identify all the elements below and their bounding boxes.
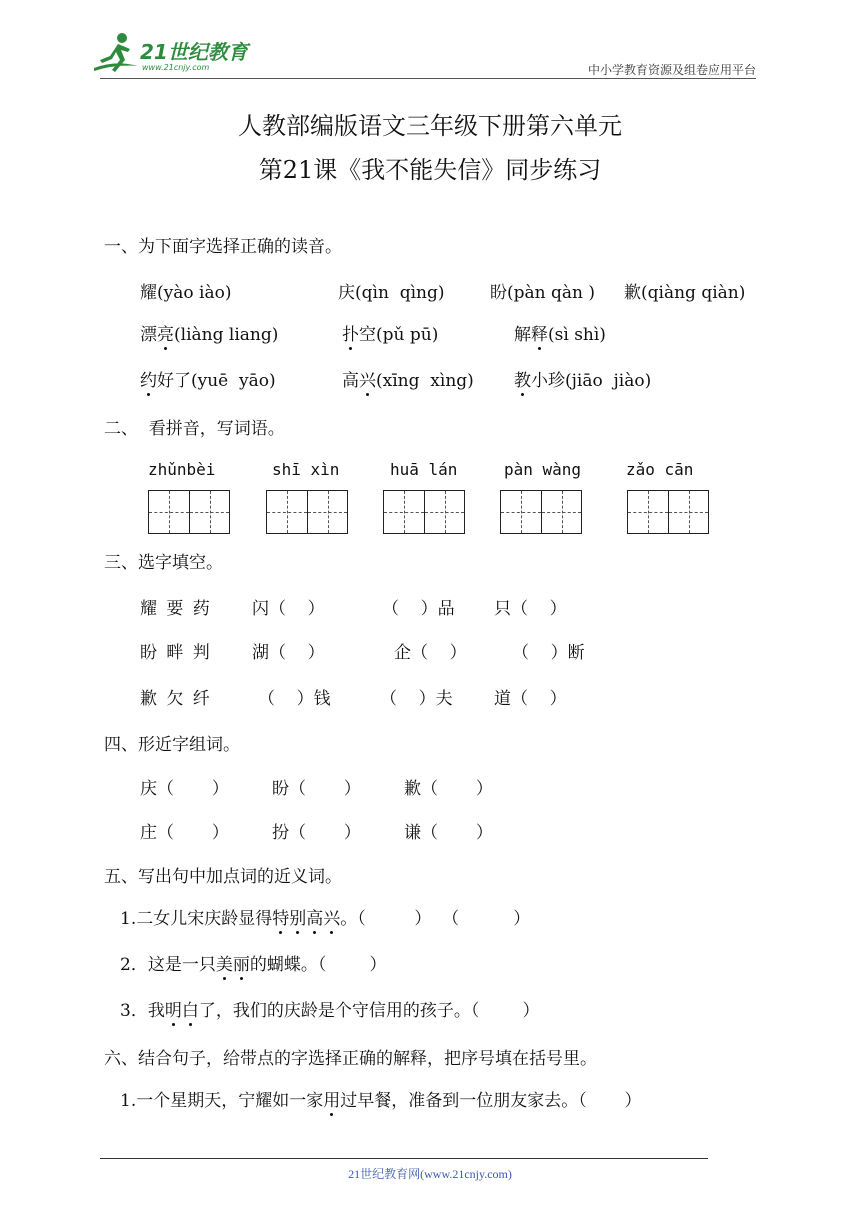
s3-blank: 道（ ）: [494, 689, 567, 709]
s1-r3-item: 约好了(yuē yāo): [140, 371, 276, 391]
s3-blank: 湖（ ）: [252, 643, 325, 663]
header-platform-text: 中小学教育资源及组卷应用平台: [587, 63, 756, 77]
s4-item: 谦（ ）: [404, 823, 493, 843]
s3-blank: （ ）钱: [258, 689, 331, 709]
writing-grid[interactable]: [148, 490, 230, 534]
s3-blank: 企（ ）: [394, 643, 467, 663]
writing-grid[interactable]: [627, 490, 709, 534]
logo: [92, 30, 262, 80]
pinyin-label: shī xìn: [272, 460, 340, 479]
s3-blank: （ ）断: [512, 643, 585, 663]
header-divider: [100, 78, 756, 79]
logo-url: www.21cnjy.com: [142, 63, 210, 72]
s3-char-group: 盼 畔 判: [140, 643, 210, 663]
s5-question-3: 3．我明白了，我们的庆龄是个守信用的孩子。（ ）: [120, 1001, 540, 1021]
section-6-heading: 六、结合句子，给带点的字选择正确的解释，把序号填在括号里。: [104, 1049, 597, 1069]
s1-r1-item: 盼(pàn qàn ): [490, 283, 596, 303]
s1-r3-item: 教小珍(jiāo jiào): [514, 371, 652, 391]
pinyin-label: huā lán: [390, 460, 458, 479]
s4-item: 扮（ ）: [272, 823, 361, 843]
section-1-heading: 一、为下面字选择正确的读音。: [104, 237, 342, 257]
s3-blank: （ ）夫: [380, 689, 453, 709]
section-3-heading: 三、选字填空。: [104, 553, 223, 573]
writing-grid[interactable]: [500, 490, 582, 534]
s4-item: 歉（ ）: [404, 779, 493, 799]
footer-divider: [100, 1158, 708, 1159]
page-subtitle: 第21课《我不能失信》同步练习: [258, 156, 602, 184]
s4-item: 盼（ ）: [272, 779, 361, 799]
page-title: 人教部编版语文三年级下册第六单元: [238, 112, 622, 140]
s3-char-group: 耀 要 药: [140, 599, 210, 619]
s1-r1-item: 耀(yào iào): [140, 283, 232, 303]
pinyin-label: zǎo cān: [626, 460, 694, 479]
s5-question-2: 2．这是一只美丽的蝴蝶。（ ）: [120, 955, 387, 975]
section-2-heading: 二、 看拼音，写词语。: [104, 419, 285, 439]
s1-r2-item: 漂亮(liàng liang): [140, 325, 279, 345]
footer-text[interactable]: 21世纪教育网(www.21cnjy.com): [348, 1167, 512, 1181]
s3-blank: 闪（ ）: [252, 599, 325, 619]
s3-blank: 只（ ）: [494, 599, 567, 619]
runner-logo-icon: [92, 30, 140, 76]
s1-r2-item: 扑空(pǔ pū): [342, 325, 439, 345]
writing-grid[interactable]: [266, 490, 348, 534]
s4-item: 庆（ ）: [140, 779, 229, 799]
s4-item: 庄（ ）: [140, 823, 229, 843]
s1-r1-item: 庆(qìn qìng): [338, 283, 445, 303]
logo-text: 21世纪教育: [140, 40, 248, 64]
section-4-heading: 四、形近字组词。: [104, 735, 240, 755]
s5-question-1: 1.二女儿宋庆龄显得特别高兴。（ ） （ ）: [120, 909, 531, 929]
writing-grid[interactable]: [383, 490, 465, 534]
s3-blank: （ ）品: [382, 599, 455, 619]
s1-r2-item: 解释(sì shì): [514, 325, 606, 345]
s1-r3-item: 高兴(xīng xìng): [342, 371, 474, 391]
pinyin-label: pàn wàng: [504, 460, 582, 479]
pinyin-label: zhǔnbèi: [148, 460, 216, 479]
s1-r1-item: 歉(qiàng qiàn): [624, 283, 746, 303]
s3-char-group: 歉 欠 纤: [140, 689, 210, 709]
section-5-heading: 五、写出句中加点词的近义词。: [104, 867, 342, 887]
s6-question-1: 1.一个星期天，宁耀如一家用过早餐，准备到一位朋友家去。（ ）: [120, 1091, 642, 1111]
